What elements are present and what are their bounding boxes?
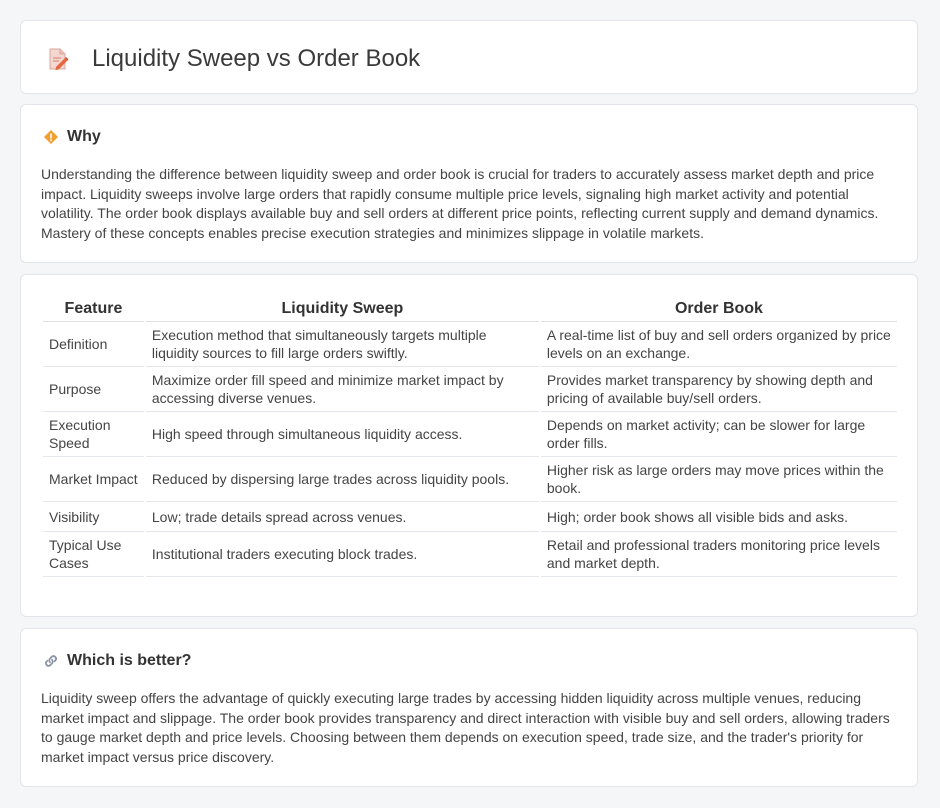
title-card xyxy=(20,20,918,94)
row-liquidity-sweep: Maximize order fill speed and minimize market impact by accessing diverse venues. xyxy=(146,367,539,412)
page-title: Liquidity Sweep vs Order Book xyxy=(92,45,421,72)
row-order-book: Retail and professional traders monitoring price levels and market depth. xyxy=(541,532,897,577)
row-feature: Typical Use Cases xyxy=(43,532,144,577)
row-feature: Definition xyxy=(43,322,144,367)
header-feature: Feature xyxy=(43,295,144,322)
better-header xyxy=(43,651,191,671)
row-liquidity-sweep: Low; trade details spread across venues. xyxy=(146,502,539,532)
table-header-row xyxy=(43,295,897,322)
why-section xyxy=(20,104,918,263)
table-row xyxy=(43,457,897,502)
table-row xyxy=(43,532,897,577)
comparison-table xyxy=(41,295,899,577)
row-order-book: Higher risk as large orders may move prices within the book. xyxy=(541,457,897,502)
which-is-better-section xyxy=(20,628,918,787)
row-liquidity-sweep: Reduced by dispersing large trades across liquidity pools. xyxy=(146,457,539,502)
link-icon xyxy=(43,653,59,669)
table-row xyxy=(43,367,897,412)
comparison-section xyxy=(20,274,918,617)
why-text: Understanding the difference between liquidity sweep and order book is crucial for traders to accurately assess market depth and price impact. Liquidity sweeps involve large orders that rapidly consume multiple price levels, signaling high market activity and potential volatility. The order book displays available buy and sell orders at different price points, reflecting current supply and demand dynamics. Mastery of these concepts enables precise execution strategies and minimizes slippage in volatile markets. xyxy=(41,166,879,241)
header-liquidity-sweep: Liquidity Sweep xyxy=(146,295,539,322)
row-order-book: High; order book shows all visible bids and asks. xyxy=(541,502,897,532)
header-order-book: Order Book xyxy=(541,295,897,322)
row-feature: Execution Speed xyxy=(43,412,144,457)
table-row xyxy=(43,322,897,367)
row-liquidity-sweep: High speed through simultaneous liquidity access. xyxy=(146,412,539,457)
row-feature: Market Impact xyxy=(43,457,144,502)
table-row xyxy=(43,412,897,457)
row-feature: Purpose xyxy=(43,367,144,412)
row-liquidity-sweep: Institutional traders executing block trades. xyxy=(146,532,539,577)
row-order-book: Depends on market activity; can be slower for large order fills. xyxy=(541,412,897,457)
document-pencil-icon xyxy=(47,47,69,71)
row-liquidity-sweep: Execution method that simultaneously targets multiple liquidity sources to fill large orders swiftly. xyxy=(146,322,539,367)
why-heading: Why xyxy=(67,128,101,145)
row-feature: Visibility xyxy=(43,502,144,532)
warning-diamond-icon xyxy=(43,129,59,145)
why-header xyxy=(43,127,101,147)
row-order-book: A real-time list of buy and sell orders organized by price levels on an exchange. xyxy=(541,322,897,367)
better-text: Liquidity sweep offers the advantage of quickly executing large trades by accessing hidden liquidity across multiple venues, reducing market impact and slippage. The order book provides transparency and direct interaction with visible buy and sell orders, allowing traders to gauge market depth and price levels. Choosing between them depends on execution speed, trade size, and the trader's priority for market impact versus price discovery. xyxy=(41,690,890,765)
row-order-book: Provides market transparency by showing depth and pricing of available buy/sell orders. xyxy=(541,367,897,412)
better-heading: Which is better? xyxy=(67,652,192,669)
table-row xyxy=(43,502,897,532)
